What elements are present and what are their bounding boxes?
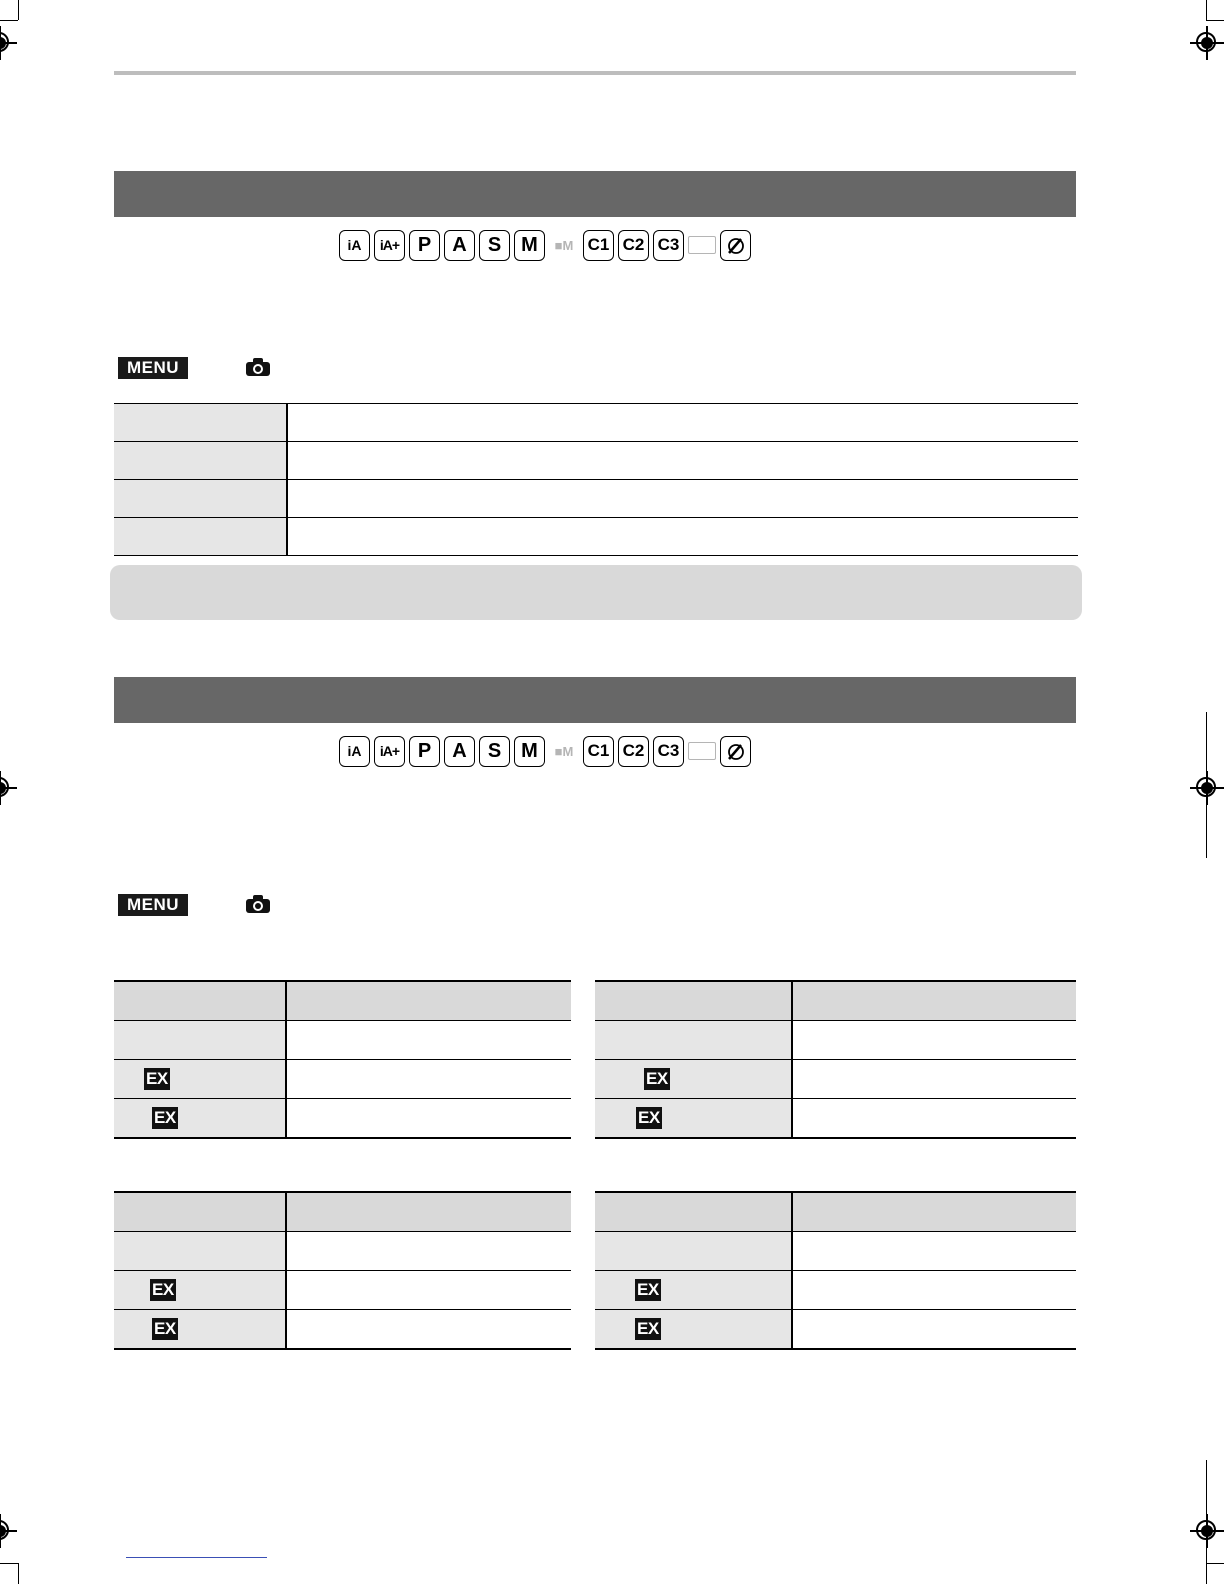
- header-cell: [792, 981, 1076, 1021]
- table-row: [114, 442, 1078, 480]
- row-description: [287, 442, 1078, 480]
- extended-zoom-icon: EX: [146, 1069, 168, 1088]
- row-value: [792, 1232, 1076, 1271]
- size-table-bottom-right: [595, 1191, 1076, 1350]
- table-row: [595, 1192, 1076, 1232]
- movie-manual-mode-icon: ■ M: [549, 736, 579, 767]
- table-row: [595, 981, 1076, 1021]
- row-label: [595, 1021, 792, 1060]
- crop-mark: [1206, 1563, 1224, 1564]
- row-value: [286, 1060, 571, 1099]
- shutter-mode-icon: S: [479, 736, 510, 767]
- row-label: [595, 1232, 792, 1271]
- section-title: [114, 171, 1076, 195]
- header-cell: [286, 981, 571, 1021]
- shutter-mode-icon: S: [479, 230, 510, 261]
- row-label: [114, 1232, 286, 1271]
- row-label: [595, 1099, 792, 1139]
- row-value: [792, 1021, 1076, 1060]
- table-row: [595, 1060, 1076, 1099]
- crop-mark: [0, 20, 18, 21]
- creative-control-mode-icon: [720, 736, 751, 767]
- intelligent-auto-mode-icon: iA: [339, 230, 370, 261]
- row-value: [286, 1099, 571, 1139]
- row-value: [286, 1310, 571, 1350]
- camera-icon: [245, 894, 271, 914]
- header-cell: [595, 1192, 792, 1232]
- row-label: [595, 1271, 792, 1310]
- custom-2-mode-icon: C2: [618, 736, 649, 767]
- movie-manual-mode-icon: ■ M: [549, 230, 579, 261]
- header-cell: [114, 981, 286, 1021]
- intelligent-auto-mode-icon: iA: [339, 736, 370, 767]
- size-table-top-right: [595, 980, 1076, 1139]
- row-description: [287, 480, 1078, 518]
- panorama-mode-icon: [688, 742, 716, 760]
- row-value: [286, 1232, 571, 1271]
- footer-link-underline[interactable]: [126, 1557, 267, 1558]
- row-description: [287, 518, 1078, 556]
- settings-table-1: [114, 403, 1078, 556]
- intelligent-auto-plus-mode-icon: iA+: [374, 230, 405, 261]
- row-label: [114, 1310, 286, 1350]
- row-value: [792, 1099, 1076, 1139]
- row-value: [286, 1021, 571, 1060]
- header-cell: [595, 981, 792, 1021]
- custom-3-mode-icon: C3: [653, 230, 684, 261]
- table-row: [114, 1192, 571, 1232]
- table-row: [114, 981, 571, 1021]
- row-description: [287, 404, 1078, 442]
- header-rule: [114, 71, 1076, 75]
- manual-mode-icon: M: [514, 736, 545, 767]
- section-header-1: [114, 171, 1076, 217]
- aperture-mode-icon: A: [444, 230, 475, 261]
- menu-button-icon: MENU: [118, 357, 188, 379]
- header-cell: [286, 1192, 571, 1232]
- row-label: [114, 1021, 286, 1060]
- note-box: [110, 565, 1082, 620]
- table-row: [595, 1021, 1076, 1060]
- registration-mark-icon: [0, 26, 17, 60]
- mode-icons-row-1: [339, 229, 751, 261]
- table-row: [595, 1271, 1076, 1310]
- header-cell: [114, 1192, 286, 1232]
- program-mode-icon: P: [409, 736, 440, 767]
- crop-mark: [18, 1563, 19, 1584]
- custom-2-mode-icon: C2: [618, 230, 649, 261]
- registration-mark-icon: [1190, 26, 1224, 60]
- row-value: [286, 1271, 571, 1310]
- registration-mark-icon: [0, 771, 17, 805]
- table-row: [114, 518, 1078, 556]
- row-value: [792, 1310, 1076, 1350]
- aperture-mode-icon: A: [444, 736, 475, 767]
- registration-mark-icon: [1190, 1514, 1224, 1548]
- custom-3-mode-icon: C3: [653, 736, 684, 767]
- crop-mark: [1206, 0, 1207, 20]
- extended-zoom-icon: EX: [646, 1069, 668, 1088]
- table-row: [595, 1099, 1076, 1139]
- manual-mode-icon: M: [514, 230, 545, 261]
- row-label: [114, 518, 287, 556]
- program-mode-icon: P: [409, 230, 440, 261]
- section-header-2: [114, 677, 1076, 723]
- panorama-mode-icon: [688, 236, 716, 254]
- intelligent-auto-plus-mode-icon: iA+: [374, 736, 405, 767]
- extended-zoom-icon: EX: [637, 1319, 659, 1338]
- header-cell: [792, 1192, 1076, 1232]
- menu-button-icon: MENU: [118, 894, 188, 916]
- crop-mark: [1206, 20, 1224, 21]
- row-label: [114, 404, 287, 442]
- custom-1-mode-icon: C1: [583, 736, 614, 767]
- section-title: [114, 677, 1076, 701]
- row-label: [114, 480, 287, 518]
- camera-icon: [245, 357, 271, 377]
- row-value: [792, 1271, 1076, 1310]
- table-row: [114, 1232, 571, 1271]
- row-label: [114, 1099, 286, 1139]
- row-value: [792, 1060, 1076, 1099]
- crop-mark: [18, 0, 19, 20]
- table-row: [114, 1021, 571, 1060]
- table-row: [114, 1099, 571, 1139]
- table-row: [114, 1310, 571, 1350]
- row-label: [114, 1271, 286, 1310]
- extended-zoom-icon: EX: [638, 1108, 660, 1127]
- table-row: [595, 1310, 1076, 1350]
- registration-mark-icon: [0, 1514, 17, 1548]
- row-label: [114, 1060, 286, 1099]
- extended-zoom-icon: EX: [637, 1280, 659, 1299]
- row-label: [595, 1060, 792, 1099]
- mode-icons-row-2: [339, 735, 751, 767]
- table-row: [114, 1271, 571, 1310]
- size-table-top-left: [114, 980, 571, 1139]
- row-label: [595, 1310, 792, 1350]
- registration-mark-icon: [1190, 771, 1224, 805]
- size-table-bottom-left: [114, 1191, 571, 1350]
- table-row: [114, 404, 1078, 442]
- extended-zoom-icon: EX: [152, 1280, 174, 1299]
- row-label: [114, 442, 287, 480]
- extended-zoom-icon: EX: [154, 1319, 176, 1338]
- table-row: [114, 480, 1078, 518]
- crop-mark: [0, 1563, 18, 1564]
- table-row: [114, 1060, 571, 1099]
- table-row: [595, 1232, 1076, 1271]
- custom-1-mode-icon: C1: [583, 230, 614, 261]
- extended-zoom-icon: EX: [154, 1108, 176, 1127]
- creative-control-mode-icon: [720, 230, 751, 261]
